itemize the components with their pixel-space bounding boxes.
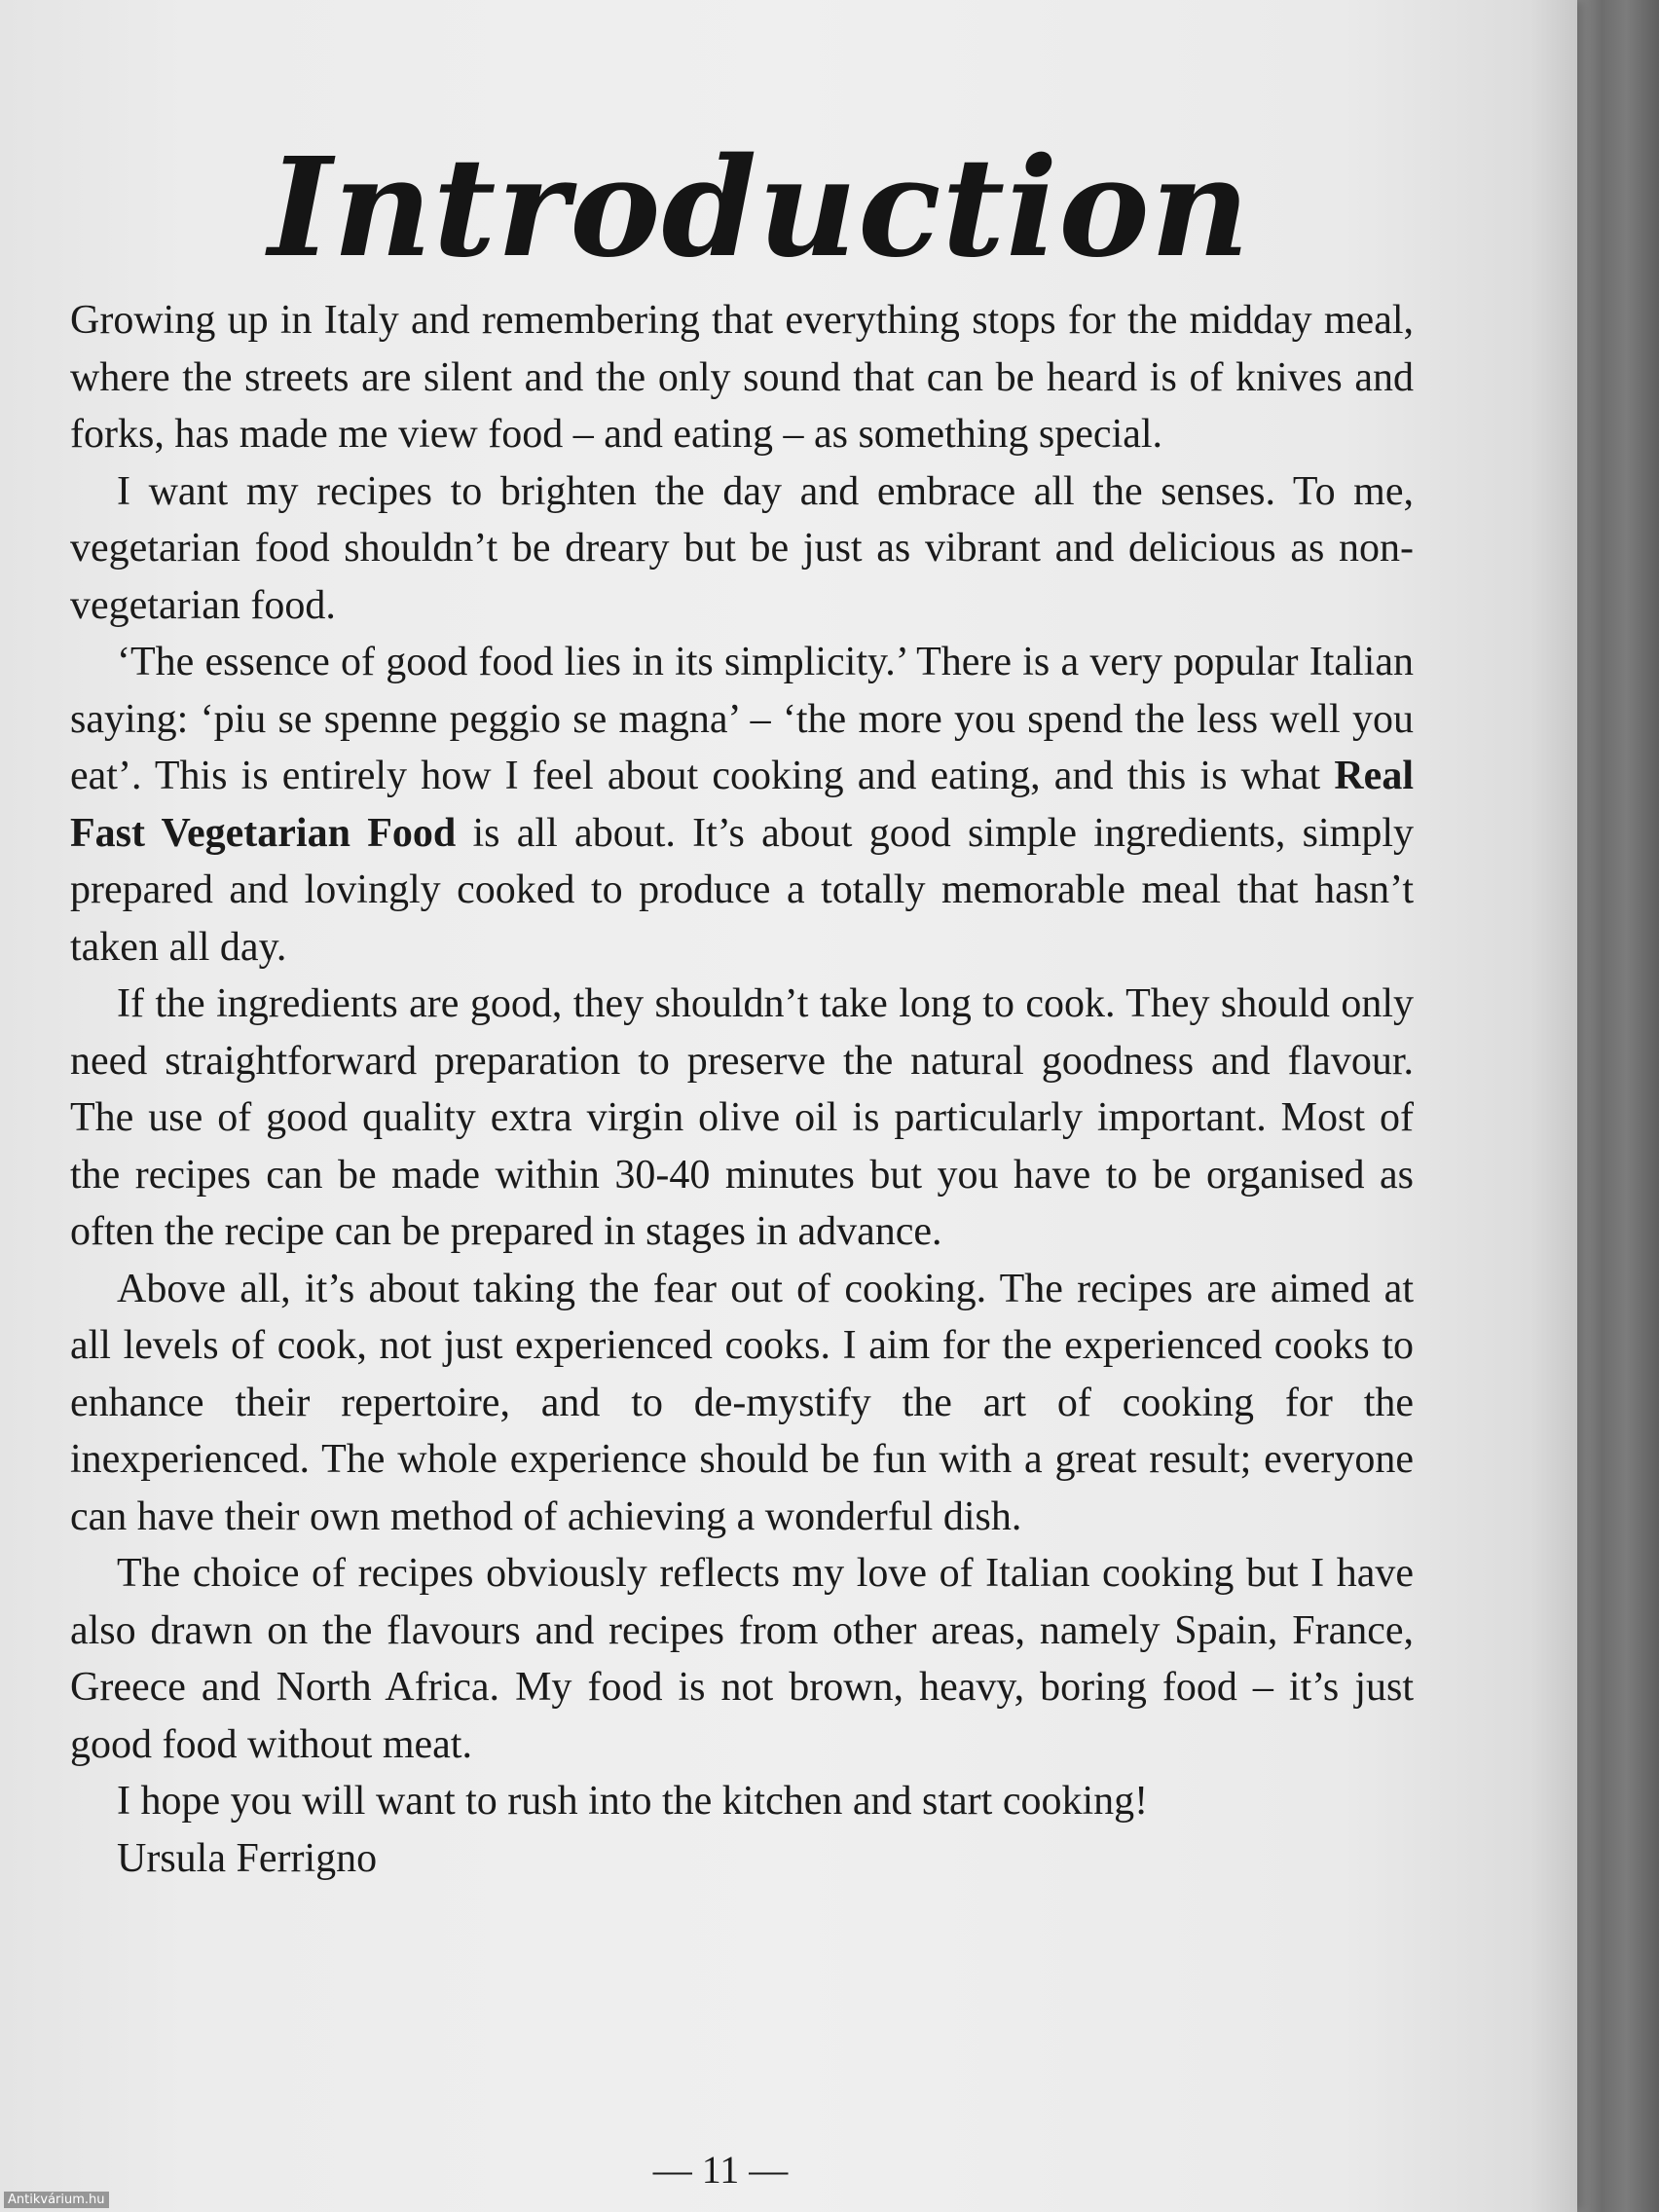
- paragraph-7: I hope you will want to rush into the kitchen and start cooking!: [117, 1779, 1149, 1824]
- paragraph-2: I want my recipes to brighten the day and embrace all the senses. To me, vegetarian food shouldn’t be dreary but be just as vibrant and delicious as non-vegetarian food.: [70, 468, 1414, 628]
- body-text: [70, 292, 1414, 1887]
- paragraph-6: The choice of recipes obviously reflects my love of Italian cooking but I have also drawn on the flavours and recipes from other areas, namely Spain, France, Greece and North Africa. My food is not brown, heavy, boring food – it’s just good food without meat.: [70, 1551, 1414, 1767]
- book-spine: [1577, 0, 1659, 2212]
- paragraph-3: [70, 634, 1414, 976]
- author-signature: Ursula Ferrigno: [117, 1835, 378, 1881]
- watermark: Antikvárium.hu: [4, 2192, 109, 2208]
- page-number: — 11 —: [652, 2148, 789, 2192]
- paragraph-4: If the ingredients are good, they shouldn’t take long to cook. They should only need straightforward preparation to preserve the natural goodness and flavour. The use of good quality extra virgin olive oil is particularly important. Most of the recipes can be made within 30-40 minutes but you have to be organised as often the recipe can be prepared in stages in advance.: [70, 981, 1414, 1254]
- page-title: Introduction: [268, 128, 1251, 288]
- book-title-bold: Real Fast Vegetarian Food: [70, 754, 1414, 856]
- paragraph-3-text-after: is all about. It’s about good simple ingredients, simply prepared and lovingly cooked to produce a totally memorable meal that hasn’t taken all day.: [70, 810, 1414, 970]
- paragraph-3-text-before: ‘The essence of good food lies in its simplicity.’ There is a very popular Italian saying: ‘piu se spenne peggio se magna’ – ‘the more you spend the less well you eat’. This is entirely how I feel about cooking and eating, and this is what: [70, 640, 1414, 798]
- paragraph-5: Above all, it’s about taking the fear out of cooking. The recipes are aimed at all levels of cook, not just experienced cooks. I aim for the experienced cooks to enhance their repertoire, and to de-mystify the art of cooking for the inexperienced. The whole experience should be fun with a great result; everyone can have their own method of achieving a wonderful dish.: [70, 1266, 1414, 1539]
- paragraph-1: Growing up in Italy and remembering that everything stops for the midday meal, where the streets are silent and the only sound that can be heard is of knives and forks, has made me view food – and eating – as something special.: [70, 298, 1414, 457]
